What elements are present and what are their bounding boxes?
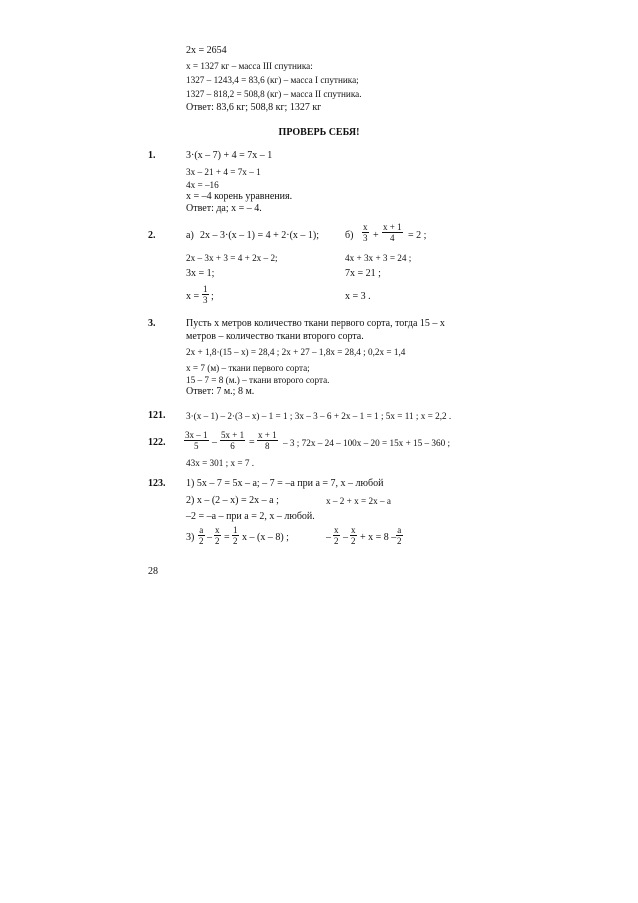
section-title: ПРОВЕРЬ СЕБЯ! — [278, 127, 360, 138]
problem-1-answer: Ответ: да; x = – 4. — [186, 203, 262, 214]
problem-2b-label: б) — [345, 230, 354, 241]
fraction-denominator: 2 — [334, 536, 339, 546]
problem-121-number: 121. — [148, 410, 166, 421]
problem-3-line-5: 15 – 7 = 8 (м.) – ткани второго сорта. — [186, 375, 330, 385]
problem-123-l4-fraction-2 — [214, 525, 221, 546]
problem-122-equals: = — [249, 437, 255, 448]
problem-123-line-3: –2 = –a – при a = 2, x – любой. — [186, 511, 315, 522]
fraction-numerator: x + 1 — [383, 222, 402, 232]
problem-3-line-3: 2x + 1,8·(15 – x) = 28,4 ; 2x + 27 – 1,8x = 28,4 ; 0,2x = 1,4 — [186, 347, 406, 357]
problem-2-number: 2. — [148, 230, 156, 241]
problem-2a-fraction — [202, 284, 209, 305]
problem-123-l4-fraction-3 — [232, 525, 239, 546]
fraction-numerator: a — [397, 525, 402, 535]
problem-123-line-2a: 2) x – (2 – x) = 2x – a ; — [186, 495, 279, 506]
fraction-numerator: x + 1 — [258, 430, 277, 440]
problem-123-l4-rest: x – (x – 8) ; — [242, 532, 289, 543]
problem-2b-line-4: x = 3 . — [345, 291, 371, 302]
problem-122-line-2: 43x = 301 ; x = 7 . — [186, 458, 255, 468]
fraction-numerator: 1 — [203, 284, 208, 294]
problem-123-r4-pre: – — [326, 532, 331, 543]
problem-121-line-1: 3·(x – 1) – 2·(3 – x) – 1 = 1 ; 3x – 3 – 6 + 2x – 1 = 1 ; 5x = 11 ; x = 2,2 . — [186, 411, 452, 421]
fraction-denominator: 5 — [194, 441, 199, 451]
problem-122-fraction-1 — [184, 430, 209, 451]
problem-2b-plus: + — [373, 230, 379, 241]
problem-3-number: 3. — [148, 318, 156, 329]
problem-3-answer: Ответ: 7 м.; 8 м. — [186, 386, 255, 397]
problem-2a-line-1: 2x – 3·(x – 1) = 4 + 2·(x – 1); — [200, 230, 320, 241]
problem-123-l4-fraction-1 — [198, 525, 205, 546]
problem-123-r4-fraction-1 — [333, 525, 340, 546]
fraction-numerator: x — [334, 525, 339, 535]
problem-2b-fraction-2 — [382, 222, 403, 243]
fraction-denominator: 8 — [265, 441, 270, 451]
top-line-2: x = 1327 кг – масса III спутника: — [186, 61, 313, 71]
fraction-numerator: x — [351, 525, 356, 535]
problem-122-minus: – — [212, 437, 217, 448]
problem-3-line-4: x = 7 (м) – ткани первого сорта; — [186, 363, 310, 373]
fraction-numerator: 1 — [233, 525, 238, 535]
problem-2a-label: а) — [186, 230, 194, 241]
problem-1-line-2: 3x – 21 + 4 = 7x – 1 — [186, 167, 261, 177]
top-answer: Ответ: 83,6 кг; 508,8 кг; 1327 кг — [186, 102, 322, 113]
fraction-denominator: 6 — [230, 441, 235, 451]
problem-3-line-2: метров – количество ткани второго сорта. — [186, 331, 364, 342]
problem-122-fraction-2 — [220, 430, 245, 451]
top-line-4: 1327 – 818,2 = 508,8 (кг) – масса II спутника. — [186, 89, 362, 99]
problem-122-fraction-3 — [257, 430, 278, 451]
problem-2b-line-1-post: = 2 ; — [408, 230, 427, 241]
fraction-denominator: 3 — [203, 295, 208, 305]
fraction-numerator: a — [199, 525, 204, 535]
problem-123-line-4-label: 3) — [186, 532, 195, 543]
problem-1-line-3: 4x = –16 — [186, 180, 219, 190]
problem-123-line-2b: x – 2 + x = 2x – a — [326, 496, 391, 506]
fraction-denominator: 2 — [351, 536, 356, 546]
problem-123-line-1: 1) 5x – 7 = 5x – a; – 7 = –a при a = 7, x – любой — [186, 478, 384, 489]
top-line-1: 2x = 2654 — [186, 45, 227, 56]
fraction-denominator: 2 — [397, 536, 402, 546]
fraction-denominator: 3 — [363, 233, 368, 243]
problem-3-line-1: Пусть x метров количество ткани первого сорта, тогда 15 – x — [186, 318, 445, 329]
problem-123-r4-mid: + x = 8 – — [360, 532, 397, 543]
problem-2a-line-2: 2x – 3x + 3 = 4 + 2x – 2; — [186, 253, 278, 263]
problem-123-r4-fraction-2 — [350, 525, 357, 546]
fraction-denominator: 4 — [390, 233, 395, 243]
fraction-denominator: 2 — [199, 536, 204, 546]
fraction-numerator: x — [215, 525, 220, 535]
fraction-numerator: 5x + 1 — [221, 430, 245, 440]
problem-1-line-1: 3·(x – 7) + 4 = 7x – 1 — [186, 150, 273, 161]
problem-122-rest: – 3 ; 72x – 24 – 100x – 20 = 15x + 15 – 360 ; — [283, 438, 451, 448]
problem-123-number: 123. — [148, 478, 166, 489]
fraction-numerator: 3x – 1 — [185, 430, 208, 440]
top-line-3: 1327 – 1243,4 = 83,6 (кг) – масса I спутника; — [186, 75, 359, 85]
problem-123-r4-minus: – — [343, 532, 348, 543]
problem-123-l4-minus: – — [207, 532, 212, 543]
problem-2b-line-2: 4x + 3x + 3 = 24 ; — [345, 253, 412, 263]
page-number: 28 — [148, 566, 158, 577]
problem-1-number: 1. — [148, 150, 156, 161]
problem-2a-line-3: 3x = 1; — [186, 268, 215, 279]
problem-123-r4-fraction-3 — [396, 525, 403, 546]
problem-2a-line-4-pre: x = — [186, 291, 200, 302]
problem-123-l4-equals: = — [224, 532, 230, 543]
fraction-numerator: x — [363, 222, 368, 232]
problem-1-line-4: x = –4 корень уравнения. — [186, 191, 293, 202]
problem-2a-line-4-post: ; — [211, 291, 214, 302]
problem-2b-fraction-1 — [362, 222, 369, 243]
fraction-denominator: 2 — [215, 536, 220, 546]
problem-122-number: 122. — [148, 437, 166, 448]
fraction-denominator: 2 — [233, 536, 238, 546]
problem-2b-line-3: 7x = 21 ; — [345, 268, 381, 279]
